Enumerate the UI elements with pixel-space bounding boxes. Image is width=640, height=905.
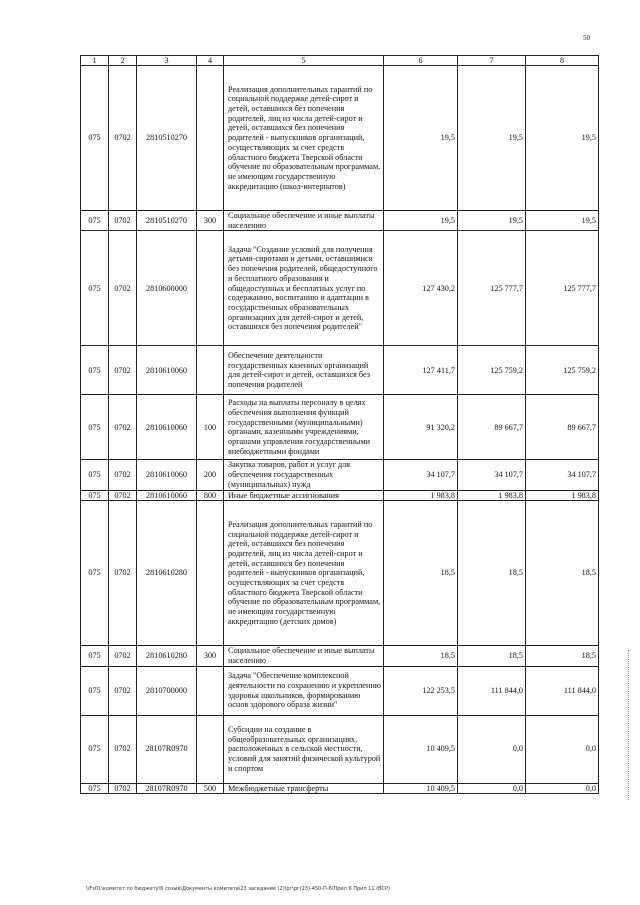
- code-2-cell: 0702: [109, 646, 137, 666]
- code-3-cell: 2810610060: [137, 490, 197, 501]
- value-7-cell: 19,5: [458, 66, 526, 211]
- value-6-cell: 18,5: [384, 646, 458, 666]
- description-cell: Социальное обеспечение и иные выплаты населению: [224, 211, 384, 231]
- column-header: 5: [224, 56, 384, 66]
- code-3-cell: 28107R0970: [137, 783, 197, 794]
- column-header: 1: [81, 56, 109, 66]
- value-6-cell: 19,5: [384, 211, 458, 231]
- code-4-cell: 500: [197, 783, 224, 794]
- code-1-cell: 075: [81, 66, 109, 211]
- table-row: [81, 783, 599, 794]
- code-4-cell: 300: [197, 646, 224, 666]
- code-2-cell: 0702: [109, 66, 137, 211]
- code-2-cell: 0702: [109, 231, 137, 346]
- column-header: 2: [109, 56, 137, 66]
- code-4-cell: [197, 231, 224, 346]
- code-4-cell: [197, 66, 224, 211]
- table-row: [81, 346, 599, 395]
- column-header: 7: [458, 56, 526, 66]
- description-cell: Задача "Обеспечение комплексной деятельности по сохранению и укреплению здоровья школьников, формированию основ здорового образа жизни": [224, 666, 384, 715]
- code-2-cell: 0702: [109, 395, 137, 460]
- value-8-cell: 1 983,8: [526, 490, 599, 501]
- table-row: [81, 666, 599, 715]
- code-3-cell: 2810610060: [137, 460, 197, 490]
- value-7-cell: 125 777,7: [458, 231, 526, 346]
- code-1-cell: 075: [81, 646, 109, 666]
- code-1-cell: 075: [81, 346, 109, 395]
- code-1-cell: 075: [81, 460, 109, 490]
- description-cell: Закупка товаров, работ и услуг для обеспечения государственных (муниципальных) нужд: [224, 460, 384, 490]
- value-8-cell: 89 667,7: [526, 395, 599, 460]
- value-7-cell: 18,5: [458, 646, 526, 666]
- code-1-cell: 075: [81, 211, 109, 231]
- description-cell: Обеспечение деятельности государственных казенных организаций для детей-сирот и детей, оставшихся без попечения родителей: [224, 346, 384, 395]
- table-row: [81, 66, 599, 211]
- code-4-cell: 800: [197, 490, 224, 501]
- table-row: [81, 231, 599, 346]
- code-3-cell: 2810610280: [137, 646, 197, 666]
- value-8-cell: 125 759,2: [526, 346, 599, 395]
- value-8-cell: 18,5: [526, 501, 599, 646]
- description-cell: Реализация дополнительных гарантий по социальной поддержке детей-сирот и детей, оставшихся без попечения родителей, лиц из числа детей-сирот и детей, оставшихся без попечения родителей - выпускников организаций, осуществляющих за счет средств областного бюджета Тверской области обучение по образовательным программам, не имеющим государственную аккредитацию (детских домов): [224, 501, 384, 646]
- code-3-cell: 2810610280: [137, 501, 197, 646]
- code-3-cell: 2810610060: [137, 395, 197, 460]
- value-6-cell: 122 253,5: [384, 666, 458, 715]
- table-body: [81, 56, 599, 794]
- value-8-cell: 111 844,0: [526, 666, 599, 715]
- code-2-cell: 0702: [109, 715, 137, 783]
- page-number: 50: [583, 34, 590, 42]
- code-4-cell: [197, 666, 224, 715]
- budget-table: [80, 55, 599, 794]
- value-8-cell: 18,5: [526, 646, 599, 666]
- code-1-cell: 075: [81, 715, 109, 783]
- code-3-cell: 28107R0970: [137, 715, 197, 783]
- description-cell: Расходы на выплаты персоналу в целях обеспечения выполнения функций государственными (муниципальными) органами, казенными учреждениями, органами управления государственными внебюджетными фондами: [224, 395, 384, 460]
- code-1-cell: 075: [81, 501, 109, 646]
- value-7-cell: 19,5: [458, 211, 526, 231]
- description-cell: Субсидии на создание в общеобразовательных организациях, расположенных в сельской местности, условий для занятий физической культурой и спортом: [224, 715, 384, 783]
- code-1-cell: 075: [81, 666, 109, 715]
- value-6-cell: 19,5: [384, 66, 458, 211]
- table-row: [81, 490, 599, 501]
- value-7-cell: 18,5: [458, 501, 526, 646]
- value-6-cell: 127 430,2: [384, 231, 458, 346]
- description-cell: Иные бюджетные ассигнования: [224, 490, 384, 501]
- code-3-cell: 2810700000: [137, 666, 197, 715]
- code-2-cell: 0702: [109, 501, 137, 646]
- value-7-cell: 89 667,7: [458, 395, 526, 460]
- code-2-cell: 0702: [109, 783, 137, 794]
- code-1-cell: 075: [81, 783, 109, 794]
- column-header: 3: [137, 56, 197, 66]
- code-4-cell: [197, 346, 224, 395]
- code-1-cell: 075: [81, 231, 109, 346]
- code-4-cell: [197, 715, 224, 783]
- table-row: [81, 211, 599, 231]
- code-4-cell: 300: [197, 211, 224, 231]
- value-6-cell: 91 320,2: [384, 395, 458, 460]
- value-6-cell: 10 409,5: [384, 783, 458, 794]
- value-6-cell: 34 107,7: [384, 460, 458, 490]
- value-7-cell: 125 759,2: [458, 346, 526, 395]
- table-row: [81, 715, 599, 783]
- value-6-cell: 18,5: [384, 501, 458, 646]
- table-row: [81, 460, 599, 490]
- footer-file-path: \\Fs01\комитет по бюджету\6 созыв\Документы комитета\23 заседание (2)\рг\рг(23)-450-П-6\Прил 6 Прил 11 (ВСР): [86, 886, 390, 892]
- value-6-cell: 127 411,7: [384, 346, 458, 395]
- code-2-cell: 0702: [109, 346, 137, 395]
- code-4-cell: 100: [197, 395, 224, 460]
- margin-mark: [628, 650, 632, 800]
- value-8-cell: 125 777,7: [526, 231, 599, 346]
- code-1-cell: 075: [81, 490, 109, 501]
- value-7-cell: 34 107,7: [458, 460, 526, 490]
- value-7-cell: 0,0: [458, 783, 526, 794]
- code-3-cell: 2810610060: [137, 346, 197, 395]
- code-3-cell: 2810510270: [137, 211, 197, 231]
- value-8-cell: 34 107,7: [526, 460, 599, 490]
- code-2-cell: 0702: [109, 666, 137, 715]
- code-4-cell: 200: [197, 460, 224, 490]
- value-6-cell: 1 983,8: [384, 490, 458, 501]
- description-cell: Межбюджетные трансферты: [224, 783, 384, 794]
- column-header: 8: [526, 56, 599, 66]
- value-8-cell: 0,0: [526, 783, 599, 794]
- value-8-cell: 19,5: [526, 211, 599, 231]
- code-2-cell: 0702: [109, 490, 137, 501]
- description-cell: Реализация дополнительных гарантий по социальной поддержке детей-сирот и детей, оставшихся без попечения родителей, лиц из числа детей-сирот и детей, оставшихся без попечения родителей - выпускников организаций, осуществляющих за счет средств областного бюджета Тверской области обучение по образовательным программам, не имеющим государственную аккредитацию (школ-интернатов): [224, 66, 384, 211]
- code-1-cell: 075: [81, 395, 109, 460]
- description-cell: Задача "Создание условий для получения детьми-сиротами и детьми, оставшимися без попечения родителей, общедоступного и бесплатного образования и общедоступных и бесплатных услуг по содержанию, воспитанию и адаптации в государственных образовательных организациях для детей-сирот и детей, оставшихся без попечения родителей": [224, 231, 384, 346]
- table-row: [81, 501, 599, 646]
- code-2-cell: 0702: [109, 460, 137, 490]
- code-3-cell: 2810510270: [137, 66, 197, 211]
- header-row: [81, 56, 599, 66]
- code-4-cell: [197, 501, 224, 646]
- value-7-cell: 111 844,0: [458, 666, 526, 715]
- column-header: 6: [384, 56, 458, 66]
- value-8-cell: 0,0: [526, 715, 599, 783]
- table-row: [81, 395, 599, 460]
- description-cell: Социальное обеспечение и иные выплаты населению: [224, 646, 384, 666]
- code-3-cell: 2810600000: [137, 231, 197, 346]
- value-6-cell: 10 409,5: [384, 715, 458, 783]
- value-7-cell: 0,0: [458, 715, 526, 783]
- code-2-cell: 0702: [109, 211, 137, 231]
- table-row: [81, 646, 599, 666]
- value-7-cell: 1 983,8: [458, 490, 526, 501]
- column-header: 4: [197, 56, 224, 66]
- value-8-cell: 19,5: [526, 66, 599, 211]
